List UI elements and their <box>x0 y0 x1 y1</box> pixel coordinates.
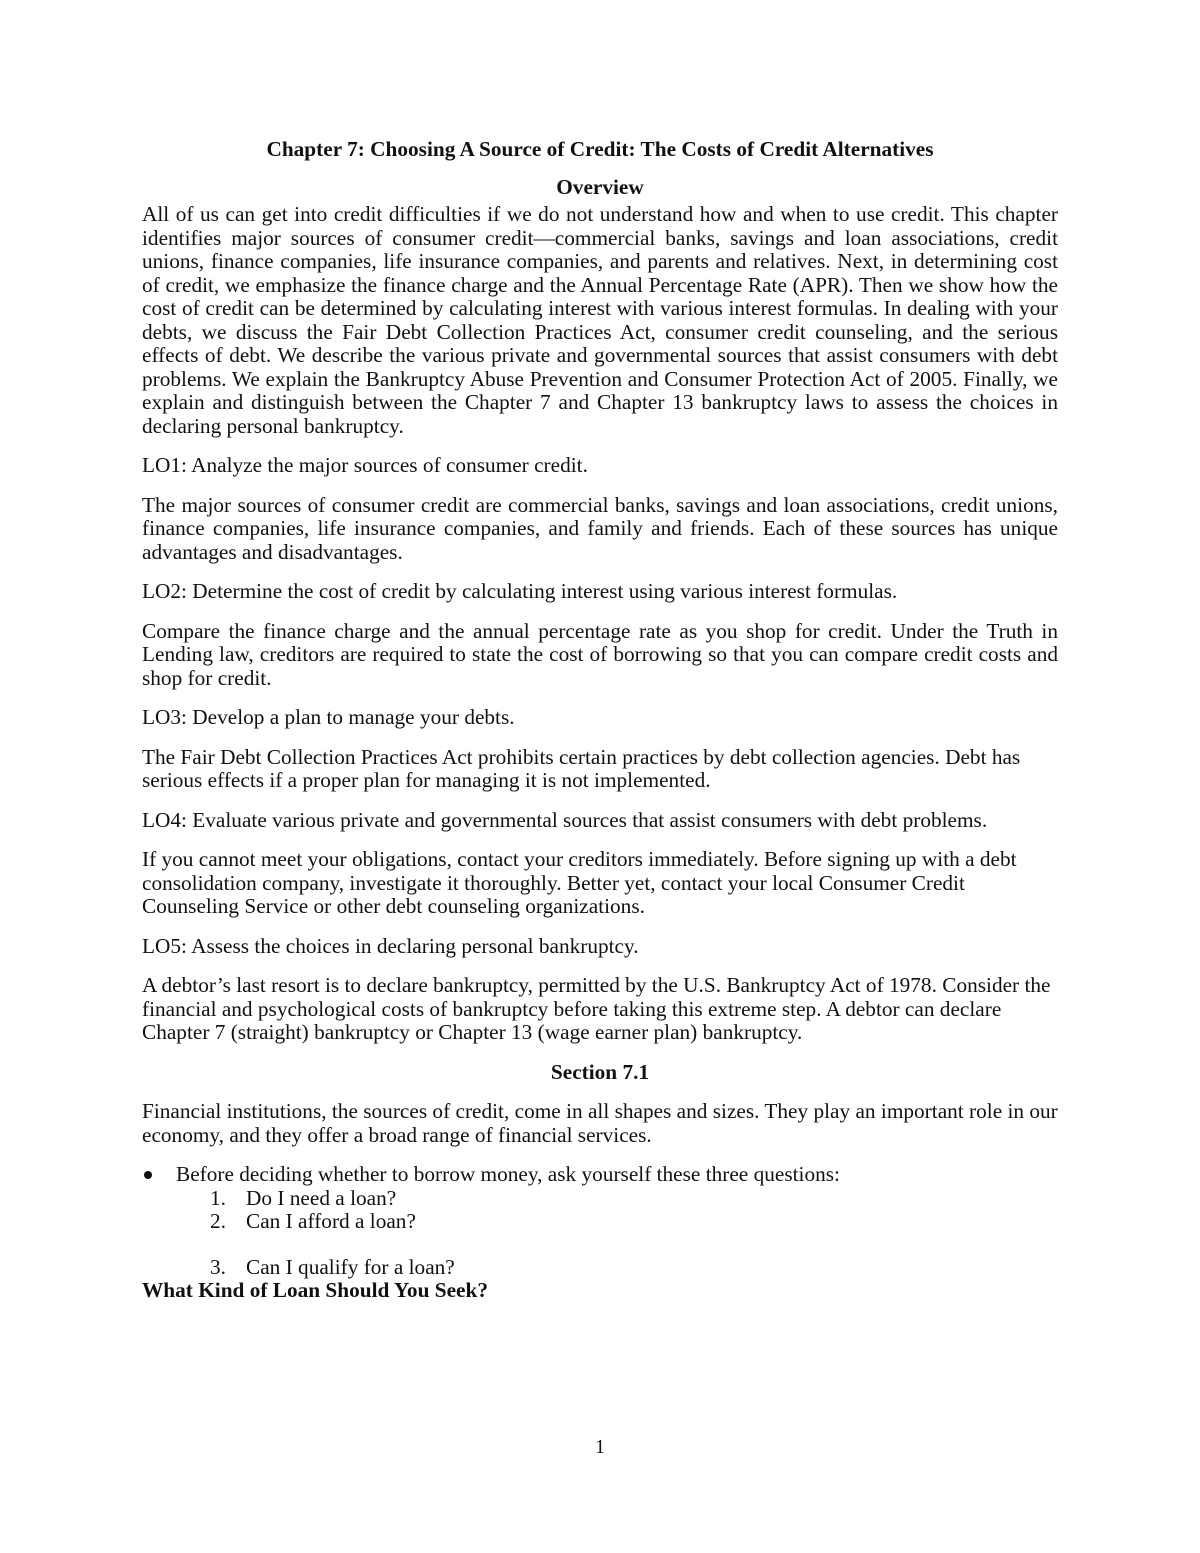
question-item <box>176 1210 1058 1234</box>
overview-paragraph: All of us can get into credit difficulties if we do not understand how and when to use credit. This chapter identifies major sources of consumer credit—commercial banks, savings and loan associations, credit unions, finance companies, life insurance companies, and parents and relatives. Next, in determining cost of credit, we emphasize the finance charge and the Annual Percentage Rate (APR). Then we show how the cost of credit can be determined by calculating interest with various interest formulas. In dealing with your debts, we discuss the Fair Debt Collection Practices Act, consumer credit counseling, and the serious effects of debt. We describe the various private and governmental sources that assist consumers with debt problems. We explain the Bankruptcy Abuse Prevention and Consumer Protection Act of 2005. Finally, we explain and distinguish between the Chapter 7 and Chapter 13 bankruptcy laws to assess the choices in declaring personal bankruptcy. <box>142 202 1058 438</box>
objective-label-lo2: LO2: Determine the cost of credit by calculating interest using various interest formulas. <box>142 579 898 603</box>
loan-type-heading: What Kind of Loan Should You Seek? <box>142 1278 488 1302</box>
question-text: Can I qualify for a loan? <box>246 1254 455 1279</box>
question-item <box>176 1187 1058 1211</box>
section-heading: Section 7.1 <box>550 1059 650 1084</box>
question-text: Do I need a loan? <box>246 1185 397 1210</box>
list-item <box>142 1163 1058 1279</box>
bullet-text: Before deciding whether to borrow money, ask yourself these three questions: <box>176 1162 840 1186</box>
objective-text-lo5: A debtor’s last resort is to declare bankruptcy, permitted by the U.S. Bankruptcy Act of 1978. Consider the financial and psychological costs of bankruptcy before taking this extreme step. A debtor can declare Chapter 7 (straight) bankruptcy or Chapter 13 (wage earner plan) bankruptcy. <box>142 973 1051 1044</box>
section-intro: Financial institutions, the sources of credit, come in all shapes and sizes. They play an important role in our economy, and they offer a broad range of financial services. <box>142 1099 1058 1147</box>
objective-text-lo4: If you cannot meet your obligations, contact your creditors immediately. Before signing up with a debt consolidation company, investigate it thoroughly. Better yet, contact your local Consumer Credit Counseling Service or other debt counseling organizations. <box>142 847 1017 918</box>
overview-heading: Overview <box>556 174 644 199</box>
objective-label-lo3: LO3: Develop a plan to manage your debts. <box>142 705 515 729</box>
objective-label-lo4: LO4: Evaluate various private and governmental sources that assist consumers with debt problems. <box>142 807 988 832</box>
question-number: 3. <box>210 1254 226 1279</box>
page-number: 1 <box>595 1436 605 1458</box>
bullet-icon <box>144 1171 152 1179</box>
bullet-list <box>142 1163 1058 1279</box>
chapter-title: Chapter 7: Choosing A Source of Credit: The Costs of Credit Alternatives <box>266 137 934 161</box>
question-number: 2. <box>210 1209 226 1233</box>
objective-text-lo2: Compare the finance charge and the annual percentage rate as you shop for credit. Under the Truth in Lending law, creditors are required to state the cost of borrowing so that you can compare credit costs and shop for credit. <box>142 618 1058 690</box>
question-number: 1. <box>210 1185 226 1210</box>
question-item <box>176 1256 1058 1280</box>
objective-label-lo5: LO5: Assess the choices in declaring personal bankruptcy. <box>142 933 639 958</box>
objective-text-lo1: The major sources of consumer credit are commercial banks, savings and loan associations, credit unions, finance companies, life insurance companies, and family and friends. Each of these sources has unique advantages and disadvantages. <box>142 492 1058 564</box>
question-list <box>176 1187 1058 1280</box>
question-text: Can I afford a loan? <box>246 1209 416 1233</box>
objective-text-lo3: The Fair Debt Collection Practices Act prohibits certain practices by debt collection agencies. Debt has serious effects if a proper plan for managing it is not implemented. <box>142 744 1021 792</box>
document-page <box>142 138 1058 1303</box>
objective-label-lo1: LO1: Analyze the major sources of consumer credit. <box>142 453 588 477</box>
